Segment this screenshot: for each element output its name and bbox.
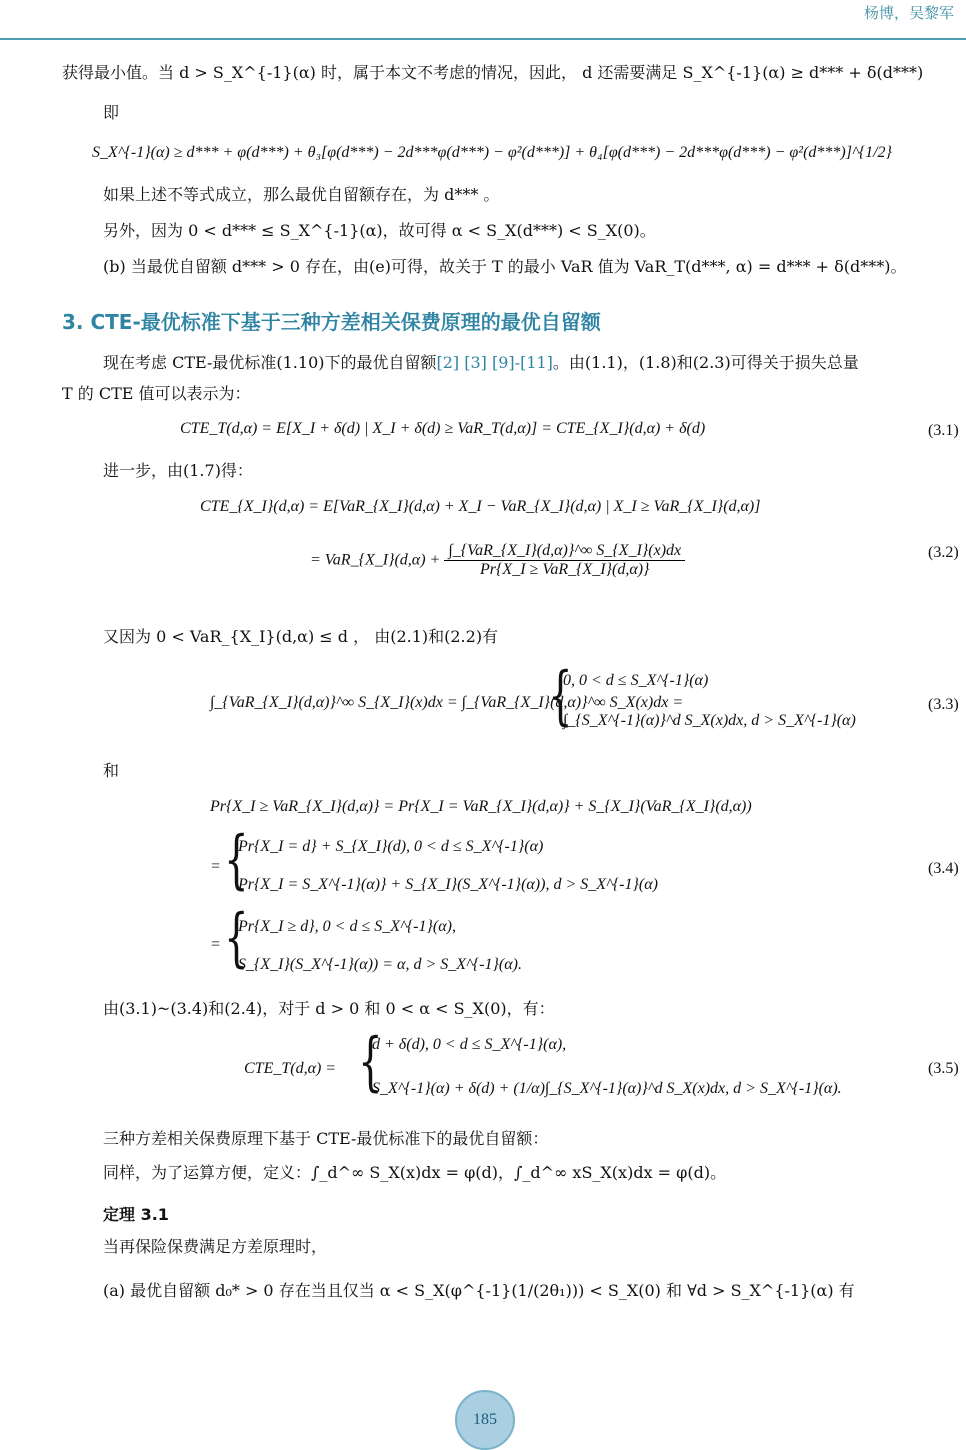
- paragraph-9: (a) 最优自留额 d₀* > 0 存在当且仅当 α < S_X(φ^{-1}(1/(2θ₁))) < S_X(0) 和 ∀d > S_X^{-1}(α) 有: [103, 1281, 855, 1300]
- paragraph-5: 由(3.1)~(3.4)和(2.4)，对于 d > 0 和 0 < α < S_X(0)，有：: [103, 999, 555, 1018]
- header-authors: 杨博，吴黎军: [863, 4, 954, 22]
- equation-number-3-1: (3.1): [928, 422, 959, 439]
- text-line-4: 如果上述不等式成立，那么最优自留额存在，为 d*** 。: [103, 185, 500, 204]
- equation-3-2-denominator: Pr{X_I ≥ VaR_{X_I}(d,α)}: [480, 560, 650, 578]
- brace-3-4-b: {: [224, 901, 249, 975]
- section-heading: 3. CTE-最优标准下基于三种方差相关保费原理的最优自留额: [62, 310, 601, 334]
- paragraph-1-text-a: 现在考虑 CTE-最优标准(1.10)下的最优自留额: [103, 353, 437, 372]
- equation-3-4-case-4: S_{X_I}(S_X^{-1}(α)) = α, d > S_X^{-1}(α).: [238, 956, 522, 973]
- equation-3-5-case-2: S_X^{-1}(α) + δ(d) + (1/α)∫_{S_X^{-1}(α)}^d S_X(x)dx, d > S_X^{-1}(α).: [372, 1080, 842, 1097]
- paragraph-3: 又因为 0 < VaR_{X_I}(d,α) ≤ d ， 由(2.1)和(2.2)有: [103, 627, 499, 646]
- paragraph-1-continued: T 的 CTE 值可以表示为：: [62, 384, 251, 403]
- text-line-6: (b) 当最优自留额 d*** > 0 存在，由(e)可得，故关于 T 的最小 VaR 值为 VaR_T(d***, α) = d*** + δ(d***)。: [103, 257, 907, 276]
- equation-3-4-case-2: Pr{X_I = S_X^{-1}(α)} + S_{X_I}(S_X^{-1}(α)), d > S_X^{-1}(α): [238, 876, 658, 893]
- equation-3-2-line-2: [310, 542, 685, 578]
- equation-3-4-case-3: Pr{X_I ≥ d}, 0 < d ≤ S_X^{-1}(α),: [238, 918, 456, 935]
- brace-3-3: {: [548, 659, 573, 733]
- brace-3-4-a: {: [224, 823, 249, 897]
- citation-link[interactable]: [2] [3] [9]-[11]: [436, 353, 553, 372]
- brace-3-5: {: [358, 1025, 383, 1099]
- equation-3-3-lhs: ∫_{VaR_{X_I}(d,α)}^∞ S_{X_I}(x)dx = ∫_{VaR_{X_I}(d,α)}^∞ S_X(x)dx =: [210, 694, 684, 711]
- equation-3-3-case-2: ∫_{S_X^{-1}(α)}^d S_X(x)dx, d > S_X^{-1}(α): [563, 712, 856, 729]
- equation-3-2-line-1: CTE_{X_I}(d,α) = E[VaR_{X_I}(d,α) + X_I − VaR_{X_I}(d,α) | X_I ≥ VaR_{X_I}(d,α)]: [200, 498, 761, 515]
- paragraph-1: [103, 354, 859, 372]
- equation-3-4-equals-2: =: [210, 936, 221, 953]
- equation-number-3-4: (3.4): [928, 860, 959, 877]
- equation-3-5-case-1: d + δ(d), 0 < d ≤ S_X^{-1}(α),: [372, 1036, 567, 1053]
- equation-3-1: CTE_T(d,α) = E[X_I + δ(d) | X_I + δ(d) ≥ VaR_T(d,α)] = CTE_{X_I}(d,α) + δ(d): [180, 420, 706, 437]
- equation-3-4-equals-1: =: [210, 858, 221, 875]
- paragraph-4: 和: [103, 761, 120, 780]
- theorem-heading: 定理 3.1: [103, 1205, 169, 1224]
- page-number-badge: 185: [455, 1390, 515, 1450]
- paragraph-6: 三种方差相关保费原理下基于 CTE-最优标准下的最优自留额：: [103, 1129, 549, 1148]
- equation-inequality: S_X^{-1}(α) ≥ d*** + φ(d***) + θ₃[φ(d***) − 2d***φ(d***) − φ²(d***)] + θ₄[φ(d***) − 2d***φ(d***) − φ²(d***)]^{1/2}: [92, 144, 892, 161]
- paragraph-2: 进一步，由(1.7)得：: [103, 461, 253, 480]
- text-line-1: 获得最小值。当 d > S_X^{-1}(α) 时，属于本文不考虑的情况，因此， d 还需要满足 S_X^{-1}(α) ≥ d*** + δ(d***): [62, 63, 924, 82]
- paragraph-7: 同样，为了运算方便，定义：∫_d^∞ S_X(x)dx = φ(d)，∫_d^∞ xS_X(x)dx = φ(d)。: [103, 1163, 727, 1182]
- equation-number-3-3: (3.3): [928, 696, 959, 713]
- text-line-2: 即: [103, 103, 120, 122]
- equation-3-4-line-1: Pr{X_I ≥ VaR_{X_I}(d,α)} = Pr{X_I = VaR_{X_I}(d,α)} + S_{X_I}(VaR_{X_I}(d,α)): [210, 798, 752, 815]
- equation-number-3-2: (3.2): [928, 544, 959, 561]
- header-rule: [0, 38, 966, 40]
- equation-3-2-lhs: = VaR_{X_I}(d,α) +: [310, 551, 441, 569]
- equation-number-3-5: (3.5): [928, 1060, 959, 1077]
- text-line-5: 另外，因为 0 < d*** ≤ S_X^{-1}(α)，故可得 α < S_X(d***) < S_X(0)。: [103, 221, 656, 240]
- equation-3-2-numerator: ∫_{VaR_{X_I}(d,α)}^∞ S_{X_I}(x)dx: [444, 542, 685, 561]
- paragraph-8: 当再保险保费满足方差原理时，: [103, 1237, 328, 1256]
- equation-3-4-case-1: Pr{X_I = d} + S_{X_I}(d), 0 < d ≤ S_X^{-1}(α): [238, 838, 544, 855]
- paragraph-1-text-b: 。由(1.1)，(1.8)和(2.3)可得关于损失总量: [552, 353, 859, 372]
- equation-3-3-case-1: 0, 0 < d ≤ S_X^{-1}(α): [563, 672, 709, 689]
- equation-3-5-lhs: CTE_T(d,α) =: [244, 1060, 337, 1077]
- equation-3-2-fraction: [444, 542, 685, 578]
